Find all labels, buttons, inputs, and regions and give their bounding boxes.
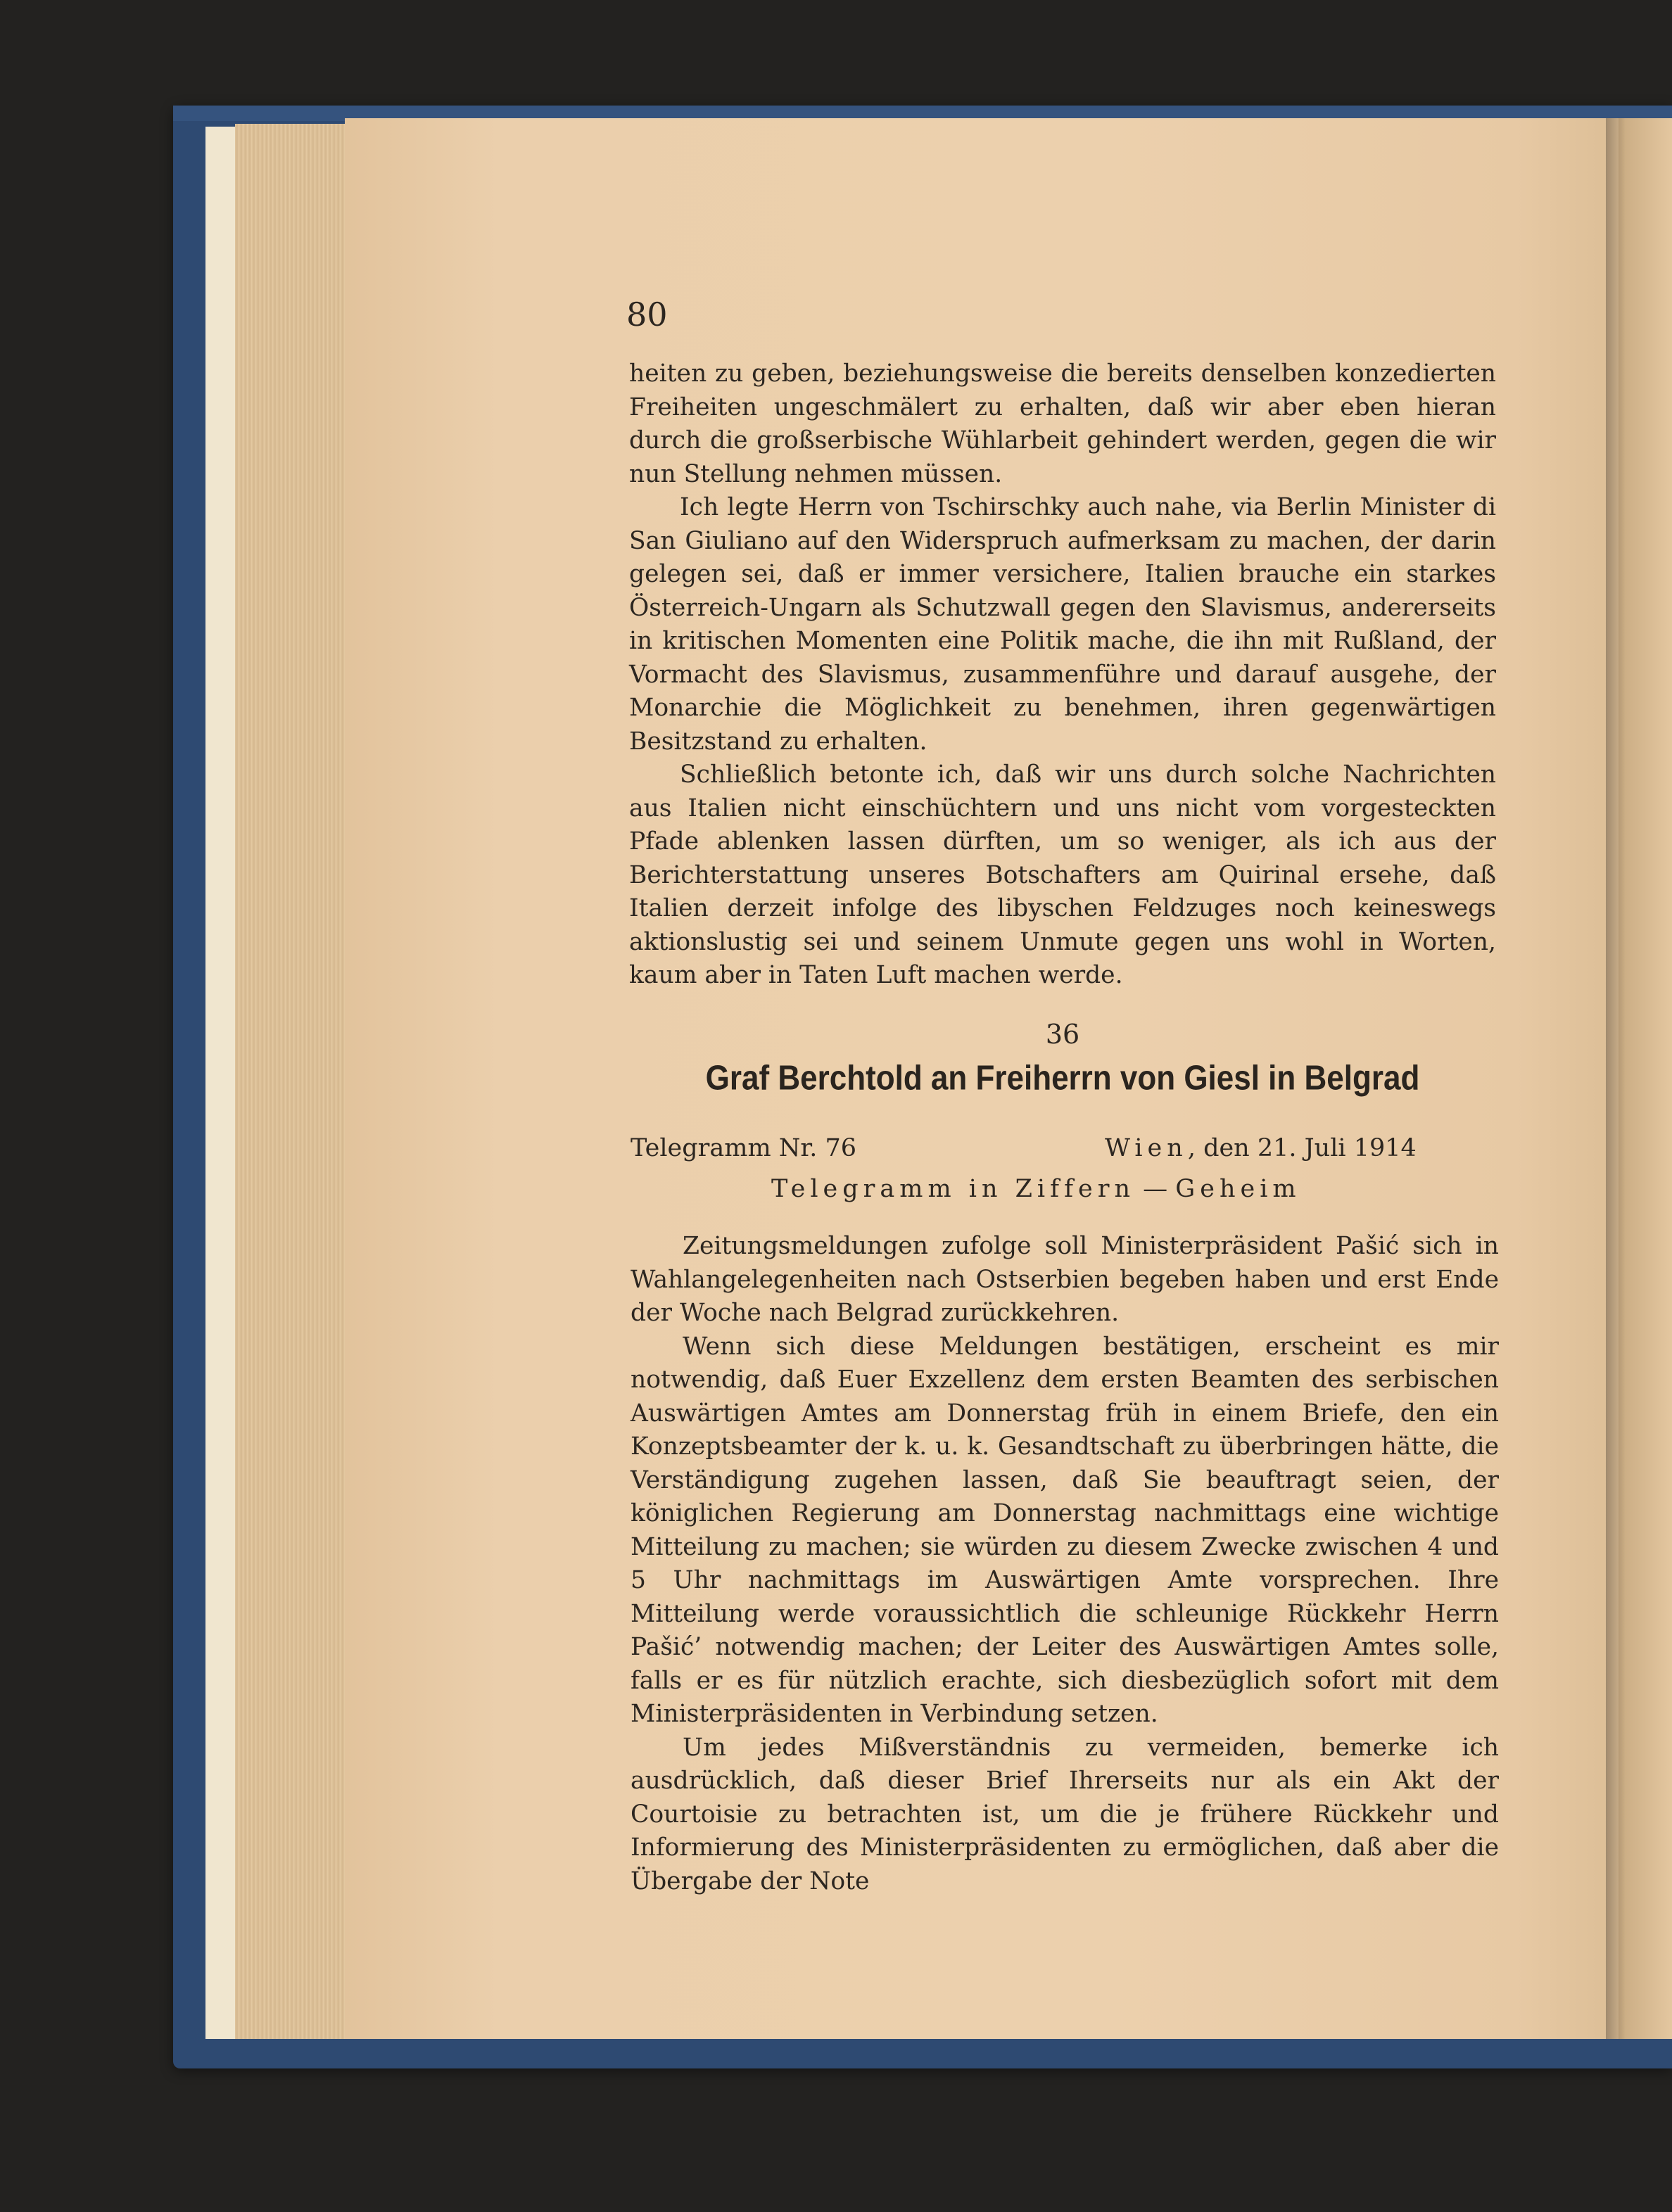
paragraph: heiten zu geben, beziehungsweise die bereits denselben konzedierten Freiheiten ungeschmälert zu erhalten, daß wir aber eben hieran durch die großserbische Wühlarbeit gehindert werden, gegen die wir nun Stellung nehmen müssen. <box>629 360 1496 488</box>
gutter-shadow <box>1606 118 1626 2039</box>
page-stack-edge <box>235 124 345 2039</box>
place: Wien <box>1105 1134 1188 1162</box>
page-number: 80 <box>626 295 668 333</box>
subheading-secret: Geheim <box>1175 1175 1301 1203</box>
paragraph: Ich legte Herrn von Tschirschky auch nahe, via Berlin Minister di San Giuliano auf den Widerspruch aufmerksam zu machen, der darin gelegen sei, daß er immer versichere, Italien brauche ein starkes Österreich-Ungarn als Schutzwall gegen den Slavismus, andererseits in kritischen Momenten eine Politik mache, die ihn mit Rußland, der Vormacht des Slavismus, zusammenführe und darauf ausgehe, der Monarchie die Möglichkeit zu benehmen, ihren gegenwärtigen Besitzstand zu erhalten. <box>629 493 1496 756</box>
telegram-subheading <box>771 1175 1301 1203</box>
continued-text <box>629 357 1496 993</box>
date: , den 21. Juli 1914 <box>1187 1134 1417 1162</box>
paragraph: Schließlich betonte ich, daß wir uns durch solche Nachrichten aus Italien nicht einschüchtern und uns nicht vom vorgesteckten Pfade ablenken lassen dürften, um so weniger, als ich aus der Berichterstattung unseres Botschafters am Quirinal ersehe, daß Italien derzeit infolge des libyschen Feldzuges noch keineswegs aktionslustig sei und seinem Unmute gegen uns wohl in Worten, kaum aber in Taten Luft machen werde. <box>629 761 1496 989</box>
telegram-label: Telegramm Nr. 76 <box>631 1134 857 1162</box>
subheading-dash: — <box>1135 1175 1176 1203</box>
paragraph: Zeitungsmeldungen zufolge soll Ministerpräsident Pašić sich in Wahlangelegenheiten nach Ostserbien begeben haben und erst Ende der Woche nach Belgrad zurückkehren. <box>631 1232 1499 1327</box>
subheading-cipher: Telegramm in Ziffern <box>771 1175 1136 1203</box>
place-and-date <box>1105 1134 1417 1162</box>
document-number: 36 <box>1045 1019 1080 1050</box>
paragraph: Wenn sich diese Meldungen bestätigen, erscheint es mir notwendig, daß Euer Exzellenz dem ersten Beamten des serbischen Auswärtigen Amtes am Donnerstag früh in einem Briefe, den ein Konzeptsbeamter der k. u. k. Gesandtschaft zu überbringen hätte, die Verständigung zugehen lassen, daß Sie beauftragt seien, der königlichen Regierung am Donnerstag nachmittags eine wichtige Mitteilung zu machen; sie würden zu diesem Zwecke zwischen 4 und 5 Uhr nachmittags im Auswärtigen Amte vorsprechen. Ihre Mitteilung werde voraussichtlich die schleunige Rückkehr Herrn Pašić’ notwendig machen; der Leiter des Auswärtigen Amtes solle, falls er es für nützlich erachte, sich diesbezüglich sofort mit dem Ministerpräsidenten in Verbindung setzen. <box>631 1332 1499 1728</box>
telegram-text <box>631 1230 1499 1898</box>
facing-page-edge <box>1619 118 1672 2039</box>
document-heading: Graf Berchtold an Freiherrn von Giesl in Belgrad <box>705 1059 1420 1098</box>
endpaper <box>205 127 235 2039</box>
paragraph: Um jedes Mißverständnis zu vermeiden, bemerke ich ausdrücklich, daß dieser Brief Ihrerseits nur als ein Akt der Courtoisie zu betrachten ist, um die je frühere Rückkehr und Informierung des Ministerpräsidenten zu ermöglichen, daß aber die Übergabe der Note <box>631 1733 1499 1895</box>
